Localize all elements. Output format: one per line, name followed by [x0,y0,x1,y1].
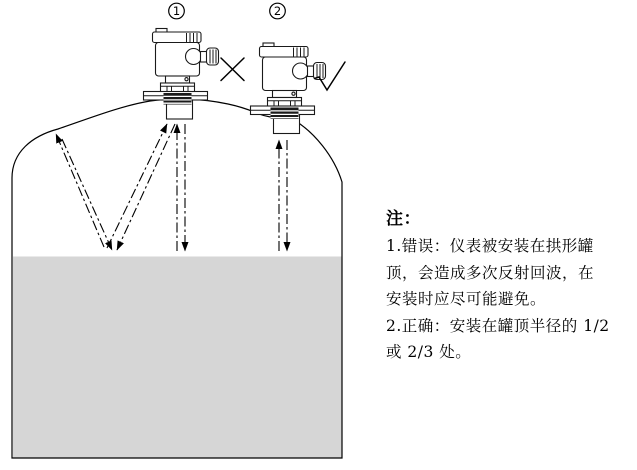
installation-notes [386,205,634,366]
note-line-2: 顶，会造成多次反射回波，在 [386,263,595,282]
sensor2-label [270,3,286,19]
sensor1-label [169,3,185,19]
sensor2-number: 2 [273,4,282,18]
note-line-3: 安装时应尽可能避免。 [386,290,547,308]
notes-heading: 注： [386,209,421,229]
level-transmitter-1 [144,29,219,120]
note-line-5: 或 2/3 处。 [386,343,472,361]
note-line-4: 2.正确：安装在罐顶半径的 1/2 [386,316,610,335]
beam-direct-echo [279,140,287,251]
sensor1-number: 1 [172,4,181,18]
cross-mark-icon [221,58,244,81]
beam-multiple-reflection [56,124,185,251]
liquid-surface [13,257,342,458]
level-transmitter-2 [251,43,326,134]
note-line-1: 1.错误：仪表被安装在拱形罐 [386,237,594,255]
